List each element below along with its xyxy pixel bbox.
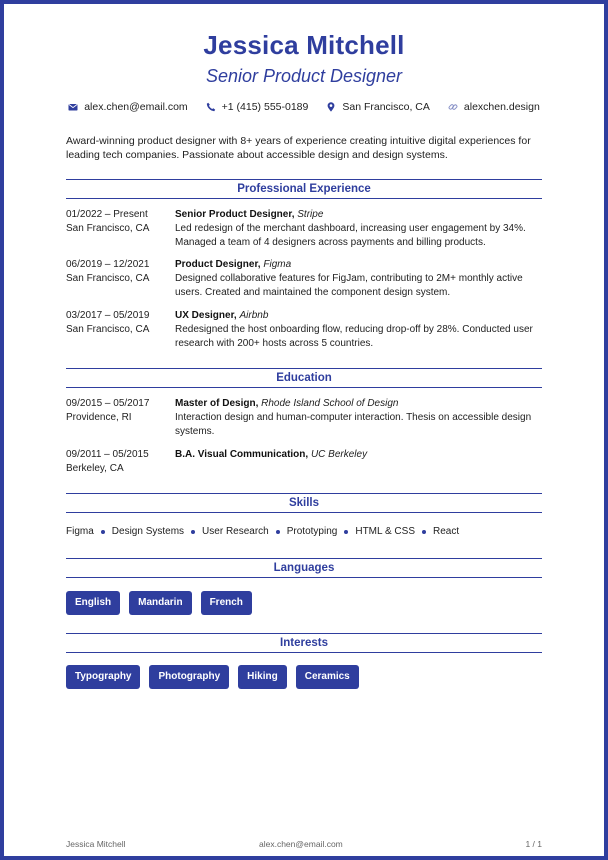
languages-list	[66, 591, 252, 615]
entry-title: Product Designer,	[175, 259, 261, 270]
contact-phone[interactable]	[206, 101, 309, 113]
entry-description: Redesigned the host onboarding flow, reducing drop-off by 28%. Conducted user research with 200+ hosts across 5 countries.	[175, 324, 533, 349]
entry-org: Stripe	[297, 209, 324, 220]
entry-title: B.A. Visual Communication,	[175, 449, 309, 460]
entry-title: UX Designer,	[175, 310, 237, 321]
bullet-separator	[191, 530, 195, 534]
interest-chip: Ceramics	[296, 665, 359, 689]
summary: Award-winning product designer with 8+ years of experience creating intuitive digital experiences for leading tech companies. Passionate about accessible design and design systems.	[66, 135, 531, 161]
skill-item: React	[432, 526, 460, 537]
entry-org: Figma	[263, 259, 292, 270]
skills-list	[66, 526, 459, 537]
language-chip: English	[66, 591, 120, 615]
entry-location: San Francisco, CA	[66, 324, 150, 335]
skill-item: User Research	[202, 526, 269, 537]
interest-chip: Typography	[66, 665, 140, 689]
section-heading-education: Education	[66, 368, 542, 388]
interest-chip: Hiking	[238, 665, 287, 689]
entry-dates: 09/2011 – 05/2015	[66, 449, 149, 460]
job-title: Senior Product Designer	[205, 66, 403, 86]
entry-dates: 06/2019 – 12/2021	[66, 259, 150, 270]
interests-list	[66, 665, 359, 689]
bullet-separator	[101, 530, 105, 534]
location-pin-icon	[326, 102, 336, 112]
contact-website[interactable]	[448, 101, 540, 113]
footer-name: Jessica Mitchell	[66, 839, 126, 849]
bullet-separator	[344, 530, 348, 534]
entry-dates: 01/2022 – Present	[66, 209, 148, 220]
entry-location: Berkeley, CA	[66, 463, 124, 474]
bullet-separator	[276, 530, 280, 534]
skill-item: Figma	[66, 526, 94, 537]
contact-location	[326, 101, 430, 113]
contact-phone-text: +1 (415) 555-0189	[221, 101, 309, 113]
link-icon	[448, 102, 458, 112]
interest-chip: Photography	[149, 665, 229, 689]
phone-icon	[206, 102, 216, 112]
bullet-separator	[422, 530, 426, 534]
section-heading-interests: Interests	[66, 633, 542, 653]
entry-location: San Francisco, CA	[66, 223, 150, 234]
email-icon	[68, 102, 78, 112]
contact-location-text: San Francisco, CA	[342, 101, 430, 113]
entry-dates: 09/2015 – 05/2017	[66, 398, 150, 409]
footer-email: alex.chen@email.com	[259, 839, 343, 849]
contact-email[interactable]	[68, 101, 187, 113]
section-heading-experience: Professional Experience	[66, 179, 542, 199]
language-chip: Mandarin	[129, 591, 191, 615]
candidate-name: Jessica Mitchell	[203, 30, 405, 60]
footer-page-number: 1 / 1	[525, 839, 542, 849]
language-chip: French	[201, 591, 252, 615]
contact-email-text: alex.chen@email.com	[84, 101, 188, 113]
entry-org: UC Berkeley	[310, 449, 368, 460]
entry-title: Senior Product Designer,	[175, 209, 295, 220]
section-heading-skills: Skills	[66, 493, 542, 513]
entry-dates: 03/2017 – 05/2019	[66, 310, 150, 321]
entry-org: Rhode Island School of Design	[261, 398, 399, 409]
section-heading-languages: Languages	[66, 558, 542, 578]
contact-website-text: alexchen.design	[463, 101, 540, 113]
entry-description: Designed collaborative features for FigJam, contributing to 2M+ monthly active users. Created and maintained the component design system.	[175, 273, 523, 298]
entry-description: Interaction design and human-computer interaction. Thesis on accessible design systems.	[175, 412, 532, 437]
skill-item: Prototyping	[286, 526, 338, 537]
contact-bar	[0, 101, 608, 113]
entry-location: Providence, RI	[66, 412, 132, 423]
skill-item: HTML & CSS	[355, 526, 415, 537]
entry-location: San Francisco, CA	[66, 273, 150, 284]
entry-description: Led redesign of the merchant dashboard, increasing user engagement by 34%. Managed a team of 4 designers across payments and billing products.	[175, 223, 526, 248]
skill-item: Design Systems	[111, 526, 185, 537]
entry-title: Master of Design,	[175, 398, 259, 409]
entry-org: Airbnb	[239, 310, 269, 321]
